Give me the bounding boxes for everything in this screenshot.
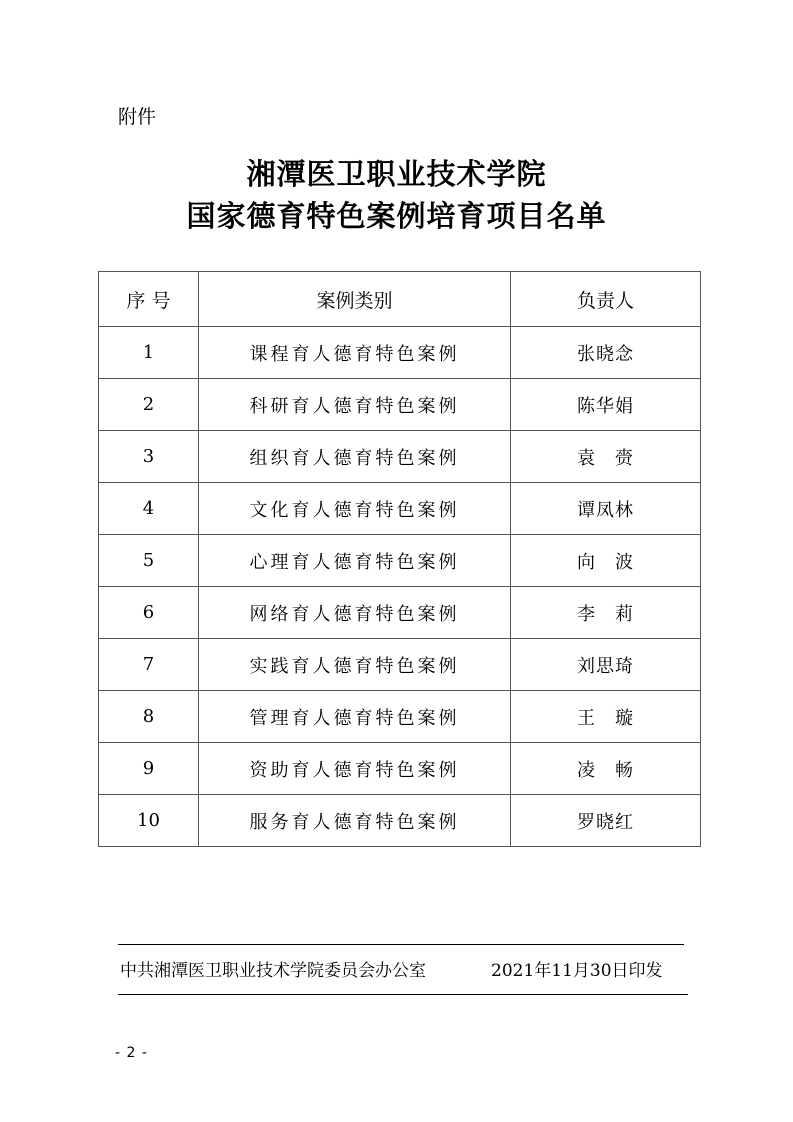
- row-category: 资助育人德育特色案例: [199, 743, 511, 795]
- row-lead: 袁 赍: [511, 431, 701, 483]
- row-number: 2: [99, 379, 199, 431]
- row-number: 8: [99, 691, 199, 743]
- table-row: [99, 379, 701, 431]
- row-lead: 张晓念: [511, 327, 701, 379]
- row-number: 6: [99, 587, 199, 639]
- table-row: [99, 639, 701, 691]
- row-category: 服务育人德育特色案例: [199, 795, 511, 847]
- row-category: 文化育人德育特色案例: [199, 483, 511, 535]
- page-number: - 2 -: [115, 1045, 148, 1061]
- table-row: [99, 743, 701, 795]
- issuing-office: 中共湘潭医卫职业技术学院委员会办公室: [120, 961, 426, 981]
- header-number: 序 号: [99, 272, 199, 327]
- row-number: 1: [99, 327, 199, 379]
- row-number: 9: [99, 743, 199, 795]
- table-header-row: [99, 272, 701, 327]
- header-category: 案例类别: [199, 272, 511, 327]
- table-row: [99, 535, 701, 587]
- row-category: 组织育人德育特色案例: [199, 431, 511, 483]
- row-number: 4: [99, 483, 199, 535]
- row-category: 管理育人德育特色案例: [199, 691, 511, 743]
- row-number: 10: [99, 795, 199, 847]
- row-lead: 谭凤林: [511, 483, 701, 535]
- row-number: 3: [99, 431, 199, 483]
- footer-top-rule: [118, 944, 684, 945]
- issue-date: 2021年11月30日印发: [491, 961, 663, 981]
- row-lead: 王 璇: [511, 691, 701, 743]
- project-list-table: [98, 271, 701, 847]
- table-row: [99, 795, 701, 847]
- header-lead: 负责人: [511, 272, 701, 327]
- row-number: 5: [99, 535, 199, 587]
- row-category: 科研育人德育特色案例: [199, 379, 511, 431]
- row-category: 心理育人德育特色案例: [199, 535, 511, 587]
- row-lead: 李 莉: [511, 587, 701, 639]
- row-category: 课程育人德育特色案例: [199, 327, 511, 379]
- row-category: 实践育人德育特色案例: [199, 639, 511, 691]
- row-lead: 刘思琦: [511, 639, 701, 691]
- document-title-line-2: 国家德育特色案例培育项目名单: [186, 199, 607, 233]
- document-title-line-1: 湘潭医卫职业技术学院: [246, 157, 547, 191]
- row-lead: 向 波: [511, 535, 701, 587]
- footer-bottom-rule: [118, 994, 688, 995]
- table-row: [99, 327, 701, 379]
- row-lead: 凌 畅: [511, 743, 701, 795]
- table-row: [99, 483, 701, 535]
- attachment-label: 附件: [118, 106, 157, 128]
- table-row: [99, 691, 701, 743]
- row-lead: 罗晓红: [511, 795, 701, 847]
- row-category: 网络育人德育特色案例: [199, 587, 511, 639]
- table-row: [99, 587, 701, 639]
- table-row: [99, 431, 701, 483]
- row-lead: 陈华娟: [511, 379, 701, 431]
- row-number: 7: [99, 639, 199, 691]
